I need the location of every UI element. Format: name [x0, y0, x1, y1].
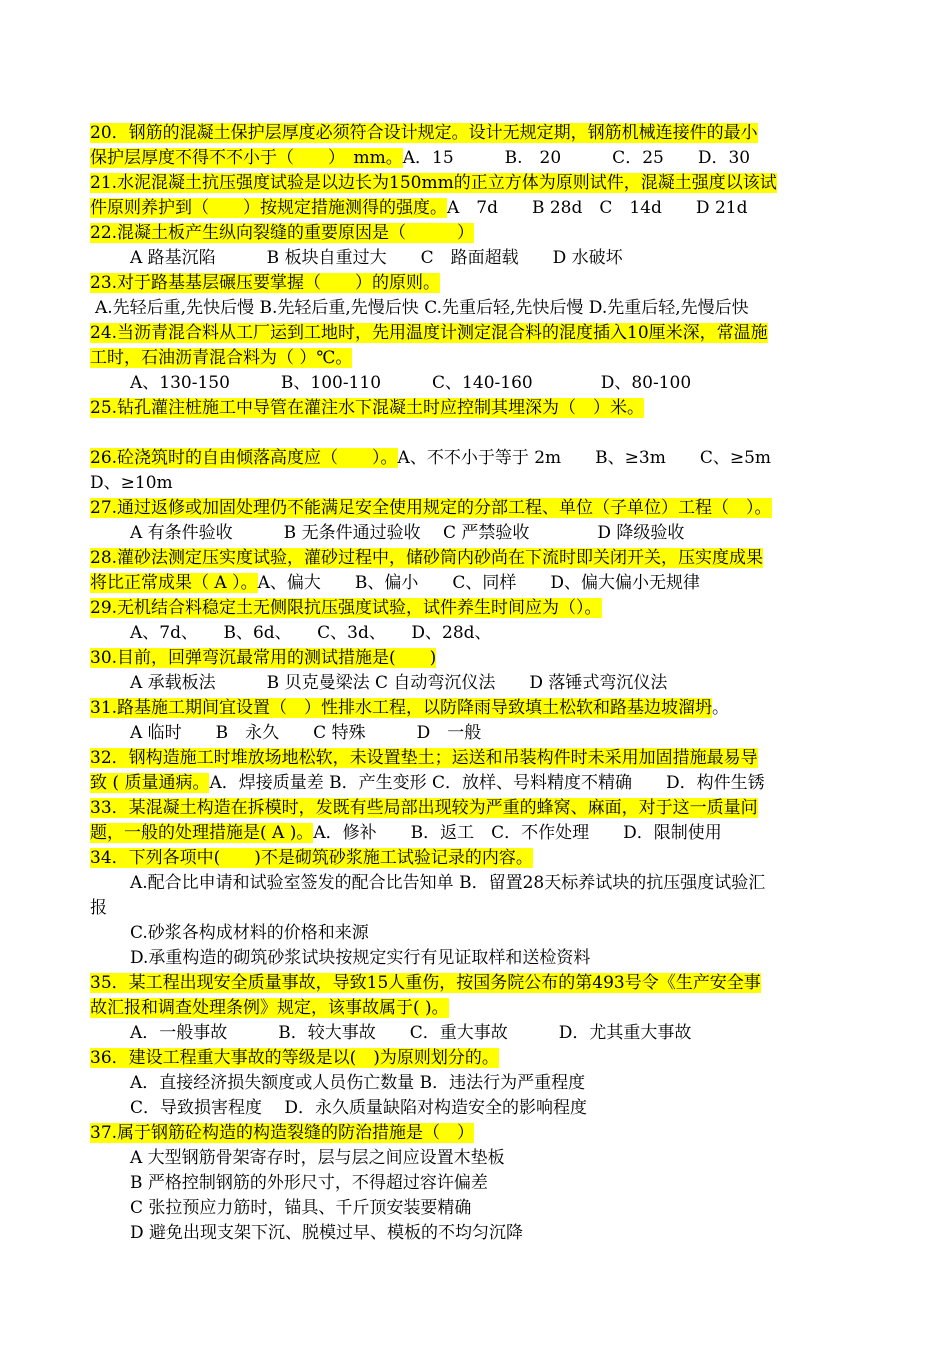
plain-text: A 临时 B 永久 C 特殊 D 一般 — [130, 723, 482, 743]
plain-text: 报 — [90, 898, 107, 918]
plain-text: A．15 B. 20 C．25 D．30 — [402, 148, 751, 168]
text-line — [90, 696, 729, 721]
plain-text: B 严格控制钢筋的外形尺寸，不得超过容许偏差 — [130, 1173, 488, 1193]
text-line — [90, 896, 107, 921]
highlighted-text: 20．钢筋的混凝土保护层厚度必须符合设计规定。设计无规定期，钢筋机械连接件的最小 — [90, 123, 758, 143]
highlighted-text: 21.水泥混凝土抗压强度试验是以边长为150mm的正立方体为原则试件，混凝土强度以该试 — [90, 173, 777, 193]
plain-text: A．焊接质量差 B．产生变形 C．放样、号料精度不精确 D．构件生锈 — [209, 773, 765, 793]
plain-text: A 路基沉陷 B 板块自重过大 C 路面超载 D 水破坏 — [130, 248, 623, 268]
plain-text: D.承重构造的砌筑砂浆试块按规定实行有见证取样和送检资料 — [130, 948, 591, 968]
text-line — [90, 446, 771, 471]
plain-text: A 大型钢筋骨架寄存时，层与层之间应设置木垫板 — [130, 1148, 505, 1168]
text-line — [90, 771, 765, 796]
text-line — [90, 171, 777, 196]
text-line — [90, 471, 173, 496]
plain-text: A 承载板法 B 贝克曼梁法 C 自动弯沉仪法 D 落锤式弯沉仪法 — [130, 673, 668, 693]
text-line — [90, 396, 644, 421]
highlighted-text: 工时，石油沥青混合料为（ ）℃。 — [90, 348, 353, 368]
option-line — [130, 671, 667, 696]
text-line — [90, 196, 747, 221]
option-line — [95, 296, 749, 321]
plain-text: A.配合比申请和试验室签发的配合比告知单 B．留置28天标养试块的抗压强度试验汇 — [130, 873, 766, 893]
text-line — [90, 346, 352, 371]
text-line — [90, 146, 750, 171]
highlighted-text: 30.目前，回弹弯沉最常用的测试措施是( ) — [90, 648, 437, 668]
plain-text: C 张拉预应力筋时，锚具、千斤顶安装要精确 — [130, 1198, 472, 1218]
highlighted-text: 22.混凝土板产生纵向裂缝的重要原因是（ ） — [90, 223, 475, 243]
highlighted-text: 25.钻孔灌注桩施工中导管在灌注水下混凝土时应控制其埋深为（ ）米。 — [90, 398, 645, 418]
option-line — [130, 721, 481, 746]
text-line — [90, 821, 722, 846]
plain-text: A 有条件验收 B 无条件通过验收 C 严禁验收 D 降级验收 — [130, 523, 685, 543]
highlighted-text: 23.对于路基基层碾压要掌握（ ）的原则。 — [90, 273, 441, 293]
plain-text: A．一般事故 B．较大事故 C．重大事故 D．尤其重大事故 — [130, 1023, 692, 1043]
plain-text: C．导致损害程度 D．永久质量缺陷对构造安全的影响程度 — [130, 1098, 588, 1118]
text-line — [90, 971, 761, 996]
highlighted-text: 将比正常成果（ A ）。 — [90, 573, 258, 593]
text-line — [90, 321, 768, 346]
highlighted-text: 26.砼浇筑时的自由倾落高度应（ ）。 — [90, 448, 398, 468]
text-line — [90, 221, 474, 246]
highlighted-text: 32．钢构造施工时堆放场地松软，未设置垫土；运送和吊装构件时未采用加固措施最易导 — [90, 748, 758, 768]
option-line — [130, 946, 590, 971]
plain-text: A．修补 B．返工 C．不作处理 D．限制使用 — [313, 823, 722, 843]
plain-text: A．直接经济损失额度或人员伤亡数量 B．违法行为严重程度 — [130, 1073, 586, 1093]
plain-text: A、不不小于等于 2m B、≥3m C、≥5m — [397, 448, 772, 468]
option-line — [130, 921, 369, 946]
option-line — [130, 621, 492, 646]
text-line — [90, 596, 602, 621]
plain-text: A.先轻后重,先快后慢 B.先轻后重,先慢后快 C.先重后轻,先快后慢 D.先重后轻,先慢后快 — [95, 298, 749, 318]
option-line — [130, 246, 623, 271]
highlighted-text: 题，一般的处理措施是( A )。 — [90, 823, 314, 843]
text-line — [90, 496, 772, 521]
text-line — [90, 1121, 474, 1146]
text-line — [90, 796, 758, 821]
highlighted-text: 33．某混凝土构造在拆模时，发既有些局部出现较为严重的蜂窝、麻面，对于这一质量问 — [90, 798, 758, 818]
highlighted-text: 件原则养护到（ ）按规定措施测得的强度。 — [90, 198, 447, 218]
text-line — [90, 121, 758, 146]
text-line — [90, 996, 449, 1021]
highlighted-text: 保护层厚度不得不不小于（ ） mm。 — [90, 148, 403, 168]
text-line — [90, 271, 440, 296]
option-line — [130, 1196, 471, 1221]
option-line — [130, 1096, 587, 1121]
highlighted-text: 27.通过返修或加固处理仍不能满足安全使用规定的分部工程、单位（子单位）工程（ ）。 — [90, 498, 772, 518]
text-line — [90, 646, 436, 671]
plain-text: D、≥10m — [90, 473, 173, 493]
option-line — [130, 1171, 488, 1196]
highlighted-text: 致 ( 质量通病。 — [90, 773, 210, 793]
option-line — [130, 371, 691, 396]
option-line — [130, 1146, 505, 1171]
plain-text: A 7d B 28d C 14d D 21d — [447, 198, 748, 218]
highlighted-text: 31.路基施工期间宜设置（ ）性排水工程，以防降雨导致填土松软和路基边坡溜坍 — [90, 698, 713, 718]
option-line — [130, 871, 765, 896]
plain-text: C.砂浆各构成材料的价格和来源 — [130, 923, 369, 943]
plain-text: D 避免出现支架下沉、脱模过早、模板的不均匀沉降 — [130, 1223, 524, 1243]
option-line — [130, 1021, 691, 1046]
highlighted-text: 37.属于钢筋砼构造的构造裂缝的防治措施是（ ） — [90, 1123, 475, 1143]
plain-text: A、130-150 B、100-110 C、140-160 D、80-100 — [130, 373, 692, 393]
option-line — [130, 1071, 585, 1096]
text-line — [90, 1046, 499, 1071]
option-line — [130, 1221, 523, 1246]
highlighted-text: 24.当沥青混合料从工厂运到工地时，先用温度计测定混合料的混度插入10厘米深，常温施 — [90, 323, 768, 343]
plain-text: A、偏大 B、偏小 C、同样 D、偏大偏小无规律 — [257, 573, 700, 593]
highlighted-text: 36．建设工程重大事故的等级是以( )为原则划分的。 — [90, 1048, 499, 1068]
highlighted-text: 29.无机结合料稳定土无侧限抗压强度试验，试件养生时间应为（）。 — [90, 598, 602, 618]
plain-text: 。 — [712, 698, 730, 718]
text-line — [90, 546, 763, 571]
highlighted-text: 34．下列各项中( )不是砌筑砂浆施工试验记录的内容。 — [90, 848, 533, 868]
text-line — [90, 846, 533, 871]
text-line — [90, 571, 700, 596]
highlighted-text: 28.灌砂法测定压实度试验，灌砂过程中，储砂筒内砂尚在下流时即关闭开关，压实度成果 — [90, 548, 764, 568]
highlighted-text: 故汇报和调查处理条例》规定，该事故属于( )。 — [90, 998, 449, 1018]
highlighted-text: 35．某工程出现安全质量事故，导致15人重伤，按国务院公布的第493号令《生产安全事 — [90, 973, 761, 993]
plain-text: A、7d、 B、6d、 C、3d、 D、28d、 — [130, 623, 492, 643]
text-line — [90, 746, 758, 771]
option-line — [130, 521, 684, 546]
